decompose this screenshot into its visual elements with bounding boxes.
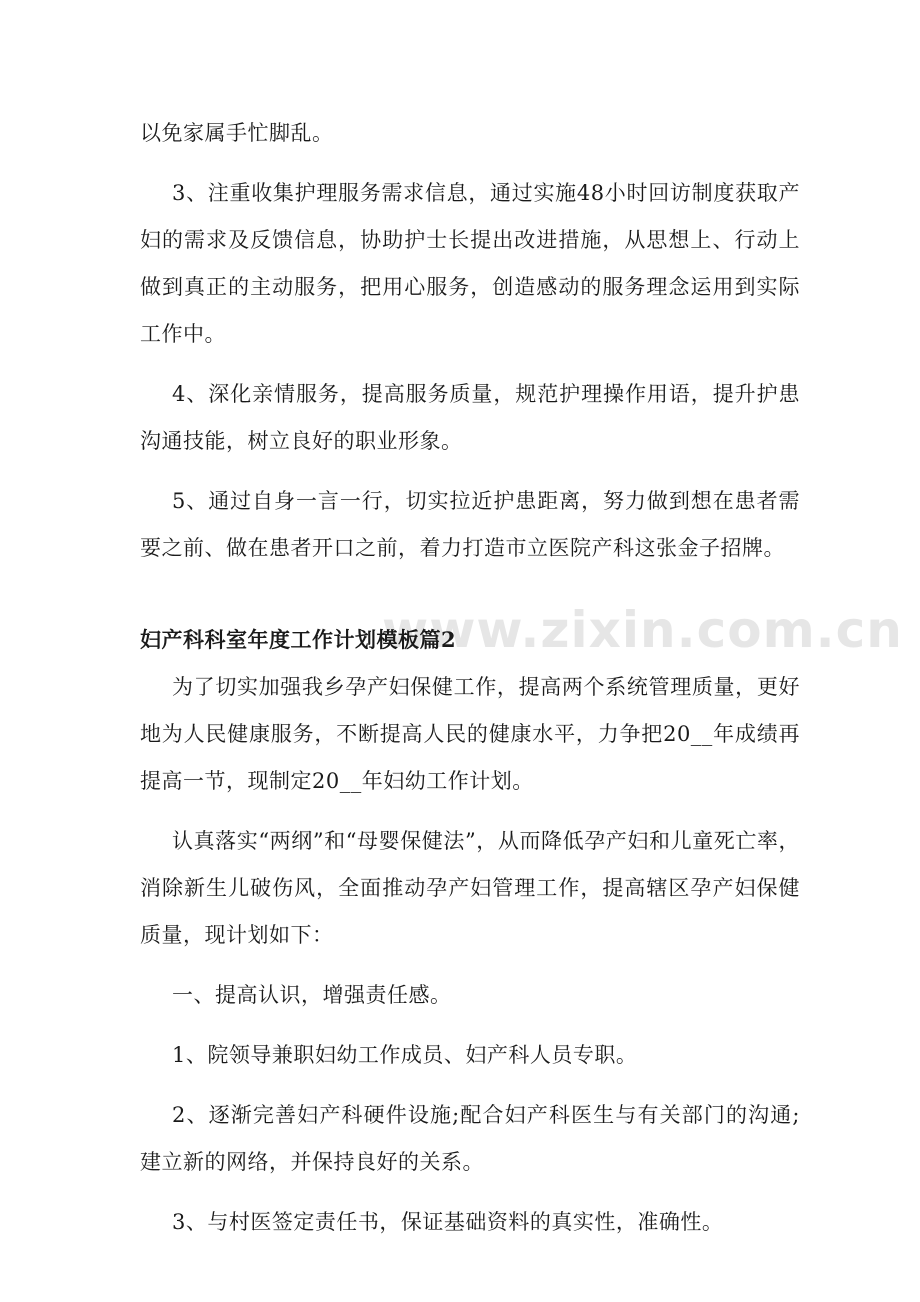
section-title: 妇产科科室年度工作计划模板篇2 xyxy=(140,627,457,652)
paragraph-plan-basis: 认真落实“两纲”和“母婴保健法”，从而降低孕产妇和儿童死亡率，消除新生儿破伤风，全面推动孕产妇管理工作，提高辖区孕产妇保健质量，现计划如下： xyxy=(140,829,800,947)
paragraph-item-3: 3、注重收集护理服务需求信息，通过实施48小时回访制度获取产妇的需求及反馈信息，协助护士长提出改进措施，从思想上、行动上做到真正的主动服务，把用心服务，创造感动的服务理念运用到实际工作中。 xyxy=(140,181,800,346)
paragraph-plan-item-3: 3、与村医签定责任书，保证基础资料的真实性，准确性。 xyxy=(172,1210,724,1234)
paragraph-item-4: 4、深化亲情服务，提高服务质量，规范护理操作用语，提升护患沟通技能，树立良好的职业形象。 xyxy=(140,382,800,453)
paragraph-continuation: 以免家属手忙脚乱。 xyxy=(140,121,334,145)
paragraph-item-5: 5、通过自身一言一行，切实拉近护患距离，努力做到想在患者需要之前、做在患者开口之前，着力打造市立医院产科这张金子招牌。 xyxy=(140,489,800,560)
paragraph-plan-item-1: 1、院领导兼职妇幼工作成员、妇产科人员专职。 xyxy=(172,1043,638,1067)
watermark: www.zixin.com.cn xyxy=(382,601,903,659)
paragraph-heading-one: 一、提高认识，增强责任感。 xyxy=(172,983,452,1007)
document-body xyxy=(140,110,800,1246)
paragraph-plan-item-2: 2、逐渐完善妇产科硬件设施;配合妇产科医生与有关部门的沟通;建立新的网络，并保持良好的关系。 xyxy=(140,1103,800,1174)
paragraph-intro: 为了切实加强我乡孕产妇保健工作，提高两个系统管理质量，更好地为人民健康服务，不断提高人民的健康水平，力争把20__年成绩再提高一节，现制定20__年妇幼工作计划。 xyxy=(140,675,800,793)
